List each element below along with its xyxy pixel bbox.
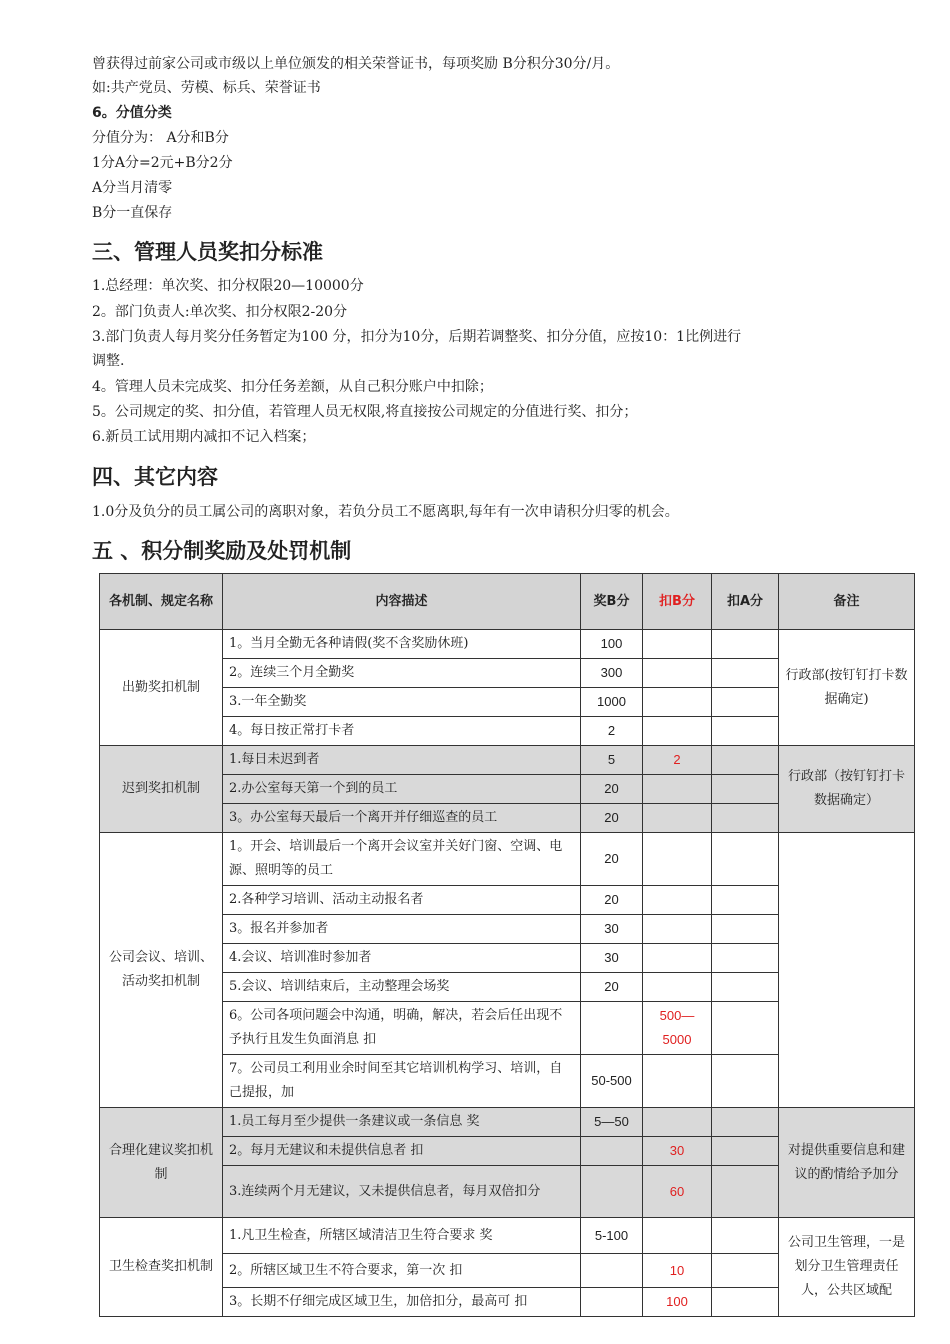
deduct-a-value	[712, 688, 779, 717]
intro-line-1: 曾获得过前家公司或市级以上单位颁发的相关荣誉证书，每项奖励 B分积分30分/月。	[92, 56, 620, 72]
deduct-a-value	[712, 775, 779, 804]
award-b-value: 30	[581, 915, 643, 944]
deduct-b-value	[643, 775, 712, 804]
section3-line: 3.部门负责人每月奖分任务暂定为100 分，扣分为10分，后期若调整奖、扣分分值，应按10：1比例进行	[92, 329, 742, 345]
award-b-value: 5	[581, 746, 643, 775]
table-row	[100, 1218, 915, 1254]
deduct-a-value	[712, 833, 779, 886]
table-row	[100, 746, 915, 775]
deduct-b-value: 2	[643, 746, 712, 775]
section6-line: 分值分为： A分和B分	[92, 130, 229, 146]
table-row	[100, 1108, 915, 1137]
row-description: 1。开会、培训最后一个离开会议室并关好门窗、空调、电源、照明等的员工	[223, 833, 581, 886]
header-deduct-b: 扣B分	[643, 574, 712, 630]
row-description: 2.办公室每天第一个到的员工	[223, 775, 581, 804]
deduct-b-value	[643, 804, 712, 833]
deduct-a-value	[712, 1288, 779, 1317]
deduct-b-value	[643, 1055, 712, 1108]
table-row	[100, 833, 915, 886]
header-note: 备注	[779, 574, 915, 630]
mechanism-name: 合理化建议奖扣机制	[100, 1108, 223, 1218]
award-b-value	[581, 1002, 643, 1055]
section3-line: 调整.	[92, 353, 125, 369]
deduct-a-value	[712, 630, 779, 659]
mechanism-note	[779, 833, 915, 1108]
deduct-b-value	[643, 630, 712, 659]
table-row	[100, 630, 915, 659]
award-b-value	[581, 1288, 643, 1317]
row-description: 1.员工每月至少提供一条建议或一条信息 奖	[223, 1108, 581, 1137]
row-description: 5.会议、培训结束后，主动整理会场奖	[223, 973, 581, 1002]
deduct-a-value	[712, 1055, 779, 1108]
deduct-a-value	[712, 1254, 779, 1288]
deduct-b-value	[643, 659, 712, 688]
mechanism-name: 出勤奖扣机制	[100, 630, 223, 746]
reward-penalty-table	[99, 573, 915, 1317]
mechanism-note: 对提供重要信息和建议的酌情给予加分	[779, 1108, 915, 1218]
deduct-a-value	[712, 1137, 779, 1166]
section6-line: 1分A分=2元+B分2分	[92, 155, 233, 171]
award-b-value: 50-500	[581, 1055, 643, 1108]
award-b-value	[581, 1137, 643, 1166]
mechanism-name: 卫生检查奖扣机制	[100, 1218, 223, 1317]
row-description: 7。公司员工利用业余时间至其它培训机构学习、培训，自己提报，加	[223, 1055, 581, 1108]
award-b-value	[581, 1254, 643, 1288]
deduct-a-value	[712, 944, 779, 973]
deduct-b-value: 60	[643, 1166, 712, 1218]
deduct-a-value	[712, 1002, 779, 1055]
award-b-value: 20	[581, 973, 643, 1002]
award-b-value	[581, 1166, 643, 1218]
award-b-value: 30	[581, 944, 643, 973]
deduct-b-value	[643, 1218, 712, 1254]
row-description: 1.凡卫生检查，所辖区域清洁卫生符合要求 奖	[223, 1218, 581, 1254]
deduct-b-value	[643, 915, 712, 944]
table-header-row	[100, 574, 915, 630]
award-b-value: 100	[581, 630, 643, 659]
deduct-b-value	[643, 944, 712, 973]
award-b-value: 20	[581, 804, 643, 833]
deduct-a-value	[712, 804, 779, 833]
row-description: 3。报名并参加者	[223, 915, 581, 944]
row-description: 2。所辖区域卫生不符合要求，第一次 扣	[223, 1254, 581, 1288]
row-description: 1。当月全勤无各种请假(奖不含奖励休班)	[223, 630, 581, 659]
deduct-b-value: 10	[643, 1254, 712, 1288]
deduct-a-value	[712, 915, 779, 944]
row-description: 6。公司各项问题会中沟通，明确，解决，若会后任出现不予执行且发生负面消息 扣	[223, 1002, 581, 1055]
row-description: 3。长期不仔细完成区域卫生，加倍扣分，最高可 扣	[223, 1288, 581, 1317]
award-b-value: 1000	[581, 688, 643, 717]
deduct-a-value	[712, 1108, 779, 1137]
header-name: 各机制、规定名称	[100, 574, 223, 630]
section4-line: 1.0分及负分的员工属公司的离职对象，若负分员工不愿离职,每年有一次申请积分归零的机会。	[92, 504, 679, 520]
row-description: 4.会议、培训准时参加者	[223, 944, 581, 973]
header-award-b: 奖B分	[581, 574, 643, 630]
section6-line: B分一直保存	[92, 205, 173, 221]
deduct-a-value	[712, 973, 779, 1002]
award-b-value: 20	[581, 775, 643, 804]
deduct-a-value	[712, 717, 779, 746]
section5-heading: 五 、积分制奖励及处罚机制	[92, 539, 352, 563]
deduct-a-value	[712, 1218, 779, 1254]
row-description: 3.一年全勤奖	[223, 688, 581, 717]
deduct-b-value	[643, 833, 712, 886]
header-desc: 内容描述	[223, 574, 581, 630]
deduct-b-value: 500—5000	[643, 1002, 712, 1055]
deduct-a-value	[712, 886, 779, 915]
mechanism-name: 公司会议、培训、活动奖扣机制	[100, 833, 223, 1108]
section6-heading: 6。分值分类	[92, 105, 172, 121]
deduct-b-value: 100	[643, 1288, 712, 1317]
section3-line: 4。管理人员未完成奖、扣分任务差额，从自己积分账户中扣除；	[92, 379, 493, 395]
section3-line: 2。部门负责人:单次奖、扣分权限2-20分	[92, 304, 348, 320]
mechanism-note: 公司卫生管理，一是划分卫生管理责任人，公共区域配	[779, 1218, 915, 1317]
award-b-value: 5—50	[581, 1108, 643, 1137]
intro-line-2: 如:共产党员、劳模、标兵、荣誉证书	[92, 80, 321, 96]
mechanism-note: 行政部(按钉钉打卡数据确定)	[779, 630, 915, 746]
row-description: 1.每日未迟到者	[223, 746, 581, 775]
deduct-a-value	[712, 746, 779, 775]
row-description: 3.连续两个月无建议，又未提供信息者，每月双倍扣分	[223, 1166, 581, 1218]
section3-line: 6.新员工试用期内减扣不记入档案；	[92, 429, 316, 445]
award-b-value: 300	[581, 659, 643, 688]
section4-heading: 四、其它内容	[92, 465, 218, 489]
award-b-value: 20	[581, 833, 643, 886]
award-b-value: 5-100	[581, 1218, 643, 1254]
row-description: 3。办公室每天最后一个离开并仔细巡查的员工	[223, 804, 581, 833]
deduct-b-value	[643, 717, 712, 746]
section3-heading: 三、管理人员奖扣分标准	[92, 240, 323, 264]
deduct-b-value: 30	[643, 1137, 712, 1166]
row-description: 4。每日按正常打卡者	[223, 717, 581, 746]
row-description: 2.各种学习培训、活动主动报名者	[223, 886, 581, 915]
mechanism-name: 迟到奖扣机制	[100, 746, 223, 833]
row-description: 2。连续三个月全勤奖	[223, 659, 581, 688]
award-b-value: 20	[581, 886, 643, 915]
deduct-b-value	[643, 886, 712, 915]
deduct-a-value	[712, 1166, 779, 1218]
deduct-b-value	[643, 973, 712, 1002]
deduct-a-value	[712, 659, 779, 688]
section3-line: 1.总经理：单次奖、扣分权限20—10000分	[92, 278, 364, 294]
mechanism-note: 行政部（按钉钉打卡数据确定）	[779, 746, 915, 833]
row-description: 2。每月无建议和未提供信息者 扣	[223, 1137, 581, 1166]
award-b-value: 2	[581, 717, 643, 746]
section6-line: A分当月清零	[92, 180, 173, 196]
deduct-b-value	[643, 688, 712, 717]
section3-line: 5。公司规定的奖、扣分值，若管理人员无权限,将直接按公司规定的分值进行奖、扣分；	[92, 404, 638, 420]
header-deduct-a: 扣A分	[712, 574, 779, 630]
deduct-b-value	[643, 1108, 712, 1137]
